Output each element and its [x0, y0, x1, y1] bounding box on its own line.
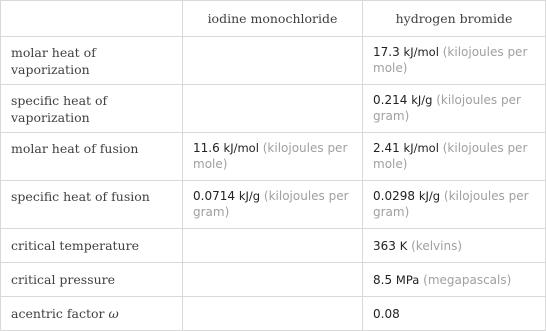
- table-row: [1, 297, 546, 331]
- header-hydrogen-bromide: hydrogen bromide: [363, 1, 546, 37]
- row-label-text: acentric factor: [11, 306, 105, 321]
- value-number: 0.0714: [193, 189, 235, 203]
- value-unit: kJ/mol: [403, 141, 439, 155]
- row-label: critical temperature: [1, 229, 183, 263]
- value-number: 8.5: [373, 272, 393, 287]
- value-unit: kJ/mol: [403, 45, 439, 59]
- value-cell-iodine-monochloride: [183, 263, 363, 297]
- value-number: 2.41: [373, 141, 400, 155]
- value-cell-iodine-monochloride: [183, 85, 363, 133]
- value-unit-description: (kilojoules per mole): [193, 141, 348, 171]
- header-iodine-monochloride: iodine monochloride: [183, 1, 363, 37]
- value-cell-iodine-monochloride: [183, 229, 363, 263]
- value-number: 0.214: [373, 93, 408, 107]
- value-cell-hydrogen-bromide: [363, 263, 546, 297]
- value-number: 363: [373, 238, 396, 253]
- row-label: critical pressure: [1, 263, 183, 297]
- row-label: specific heat of vaporization: [1, 85, 183, 133]
- header-row: [1, 1, 546, 37]
- value-number: 0.08: [373, 306, 400, 321]
- value-cell-hydrogen-bromide: [363, 133, 546, 181]
- value-cell-hydrogen-bromide: [363, 297, 546, 331]
- value-unit-description: (kilojoules per mole): [373, 45, 528, 75]
- value-cell-iodine-monochloride: [183, 297, 363, 331]
- table-row: [1, 181, 546, 229]
- table-row: [1, 229, 546, 263]
- header-empty-cell: [1, 1, 183, 37]
- omega-symbol: ω: [108, 306, 119, 321]
- value-number: 11.6: [193, 141, 220, 155]
- value-number: 0.0298: [373, 189, 415, 203]
- row-label: molar heat of vaporization: [1, 37, 183, 85]
- value-unit: K: [399, 238, 408, 253]
- table-row: [1, 263, 546, 297]
- value-unit-description: (kilojoules per gram): [193, 189, 349, 219]
- value-cell-iodine-monochloride: [183, 37, 363, 85]
- value-unit-description: (kilojoules per gram): [373, 93, 521, 123]
- value-unit-description: (kilojoules per mole): [373, 141, 528, 171]
- value-unit: kJ/g: [411, 93, 433, 107]
- table-row: [1, 133, 546, 181]
- value-unit: kJ/mol: [223, 141, 259, 155]
- value-unit-description: (kilojoules per gram): [373, 189, 529, 219]
- value-cell-hydrogen-bromide: [363, 85, 546, 133]
- row-label: specific heat of fusion: [1, 181, 183, 229]
- table-row: [1, 37, 546, 85]
- value-unit: kJ/g: [238, 189, 261, 203]
- row-label: molar heat of fusion: [1, 133, 183, 181]
- value-unit-description: (kelvins): [411, 238, 463, 253]
- value-cell-hydrogen-bromide: [363, 37, 546, 85]
- value-unit-description: (megapascals): [423, 272, 512, 287]
- value-cell-iodine-monochloride: [183, 181, 363, 229]
- value-cell-iodine-monochloride: [183, 133, 363, 181]
- table-row: [1, 85, 546, 133]
- row-label: [1, 297, 183, 331]
- value-number: 17.3: [373, 45, 400, 59]
- value-unit: kJ/g: [418, 189, 441, 203]
- value-cell-hydrogen-bromide: [363, 181, 546, 229]
- value-cell-hydrogen-bromide: [363, 229, 546, 263]
- value-unit: MPa: [395, 272, 420, 287]
